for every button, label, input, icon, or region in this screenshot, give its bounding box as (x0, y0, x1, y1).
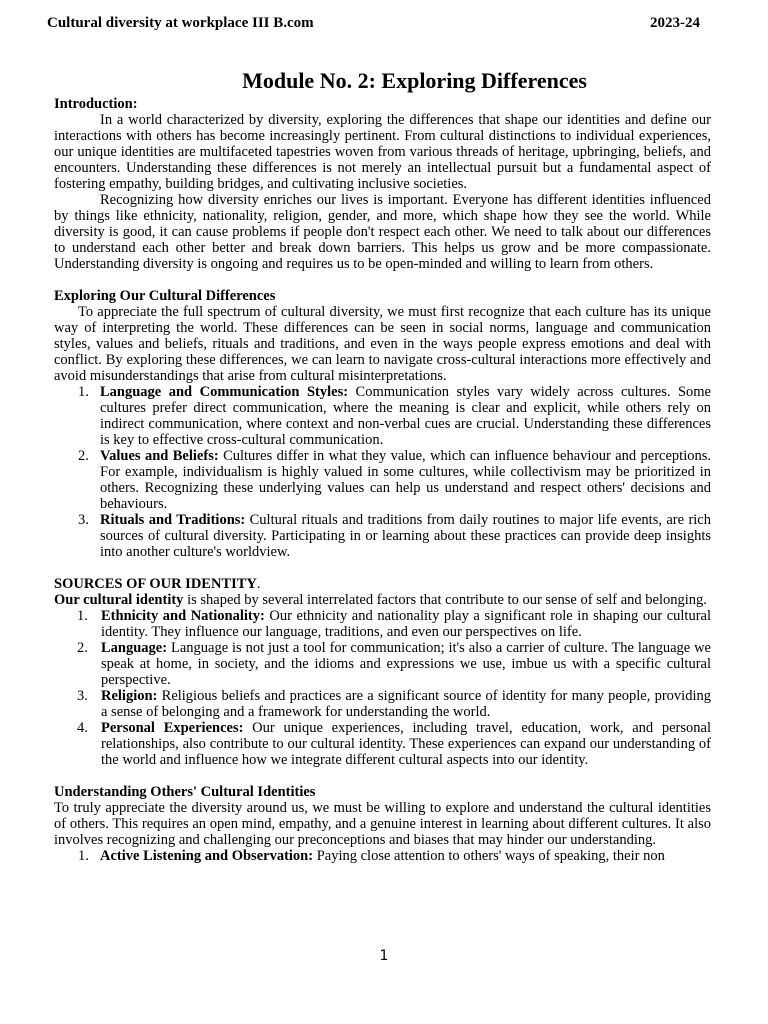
header-course-title: Cultural diversity at workplace III B.com (47, 15, 314, 31)
header-year: 2023-24 (650, 15, 700, 31)
sources-heading: SOURCES OF OUR IDENTITY. (54, 576, 261, 592)
identity-sources-list (54, 608, 711, 768)
others-identities-paragraph: To truly appreciate the diversity around us, we must be willing to explore and understand the cultural identities of others. This requires an open mind, empathy, and a genuine interest in learning about different cultures. It also involves recognizing and challenging our preconceptions and biases that may hinder our understanding. (54, 800, 711, 848)
list-item: 2. Values and Beliefs: Cultures differ in what they value, which can influence behaviour and perceptions. For example, individualism is highly valued in some cultures, while collectivism may be prioritized in others. Recognizing these underlying values can help us understand and respect others' decisions and behaviours. (78, 448, 712, 512)
list-item: 1. Active Listening and Observation: Paying close attention to others' ways of speaking, their non (78, 848, 665, 864)
intro-heading: Introduction: (54, 96, 138, 112)
page-number: 1 (379, 948, 389, 964)
list-item: 3. Rituals and Traditions: Cultural rituals and traditions from daily routines to major life events, are rich sources of cultural diversity. Participating in or learning about these practices can provide deep insights into another culture's worldview. (78, 512, 711, 560)
list-item: 2. Language: Language is not just a tool for communication; it's also a carrier of culture. The language we speak at home, in society, and the idioms and expressions we use, imbue us with a specific cultural perspective. (77, 640, 711, 688)
cultural-differences-list (54, 384, 711, 560)
intro-paragraph-2: Recognizing how diversity enriches our lives is important. Everyone has different identities influenced by things like ethnicity, nationality, religion, gender, and more, which shape how they see the world. While diversity is good, it can cause problems if people don't respect each other. We need to talk about our differences to understand each other better and break down barriers. This helps us grow and be more compassionate. Understanding diversity is ongoing and requires us to be open-minded and willing to learn from others. (54, 192, 711, 272)
intro-paragraph-1: In a world characterized by diversity, exploring the differences that shape our identities and define our interactions with others has become increasingly pertinent. From cultural distinctions to individual experiences, our unique identities are multifaceted tapestries woven from various threads of heritage, upbringing, beliefs, and encounters. Understanding these differences is not merely an intellectual pursuit but a fundamental aspect of fostering empathy, building bridges, and cultivating inclusive societies. (54, 112, 711, 192)
list-item: 1. Language and Communication Styles: Communication styles vary widely across cultures. Some cultures prefer direct communication, where the meaning is clear and explicit, while others rely on indirect communication, where context and non-verbal cues are crucial. Understanding these differences is key to effective cross-cultural communication. (78, 384, 711, 448)
document-page (54, 66, 711, 864)
others-identities-list (54, 848, 711, 864)
sources-lead-paragraph: Our cultural identity is shaped by several interrelated factors that contribute to our sense of self and belonging. (54, 592, 707, 608)
list-item: 4. Personal Experiences: Our unique experiences, including travel, education, work, and personal relationships, also contribute to our cultural identity. These experiences can expand our understanding of the world and influence how we integrate different cultural aspects into our identity. (77, 720, 711, 768)
list-item: 3. Religion: Religious beliefs and practices are a significant source of identity for many people, providing a sense of belonging and a framework for understanding the world. (77, 688, 711, 720)
others-identities-heading: Understanding Others' Cultural Identities (54, 784, 316, 800)
cultural-differences-heading: Exploring Our Cultural Differences (54, 288, 276, 304)
list-item: 1. Ethnicity and Nationality: Our ethnicity and nationality play a significant role in shaping our cultural identity. They influence our language, traditions, and even our perspectives on life. (77, 608, 712, 640)
cultural-differences-paragraph: To appreciate the full spectrum of cultural diversity, we must first recognize that each culture has its unique way of interpreting the world. These differences can be seen in social norms, language and communication styles, values and beliefs, rituals and traditions, and even in the ways people express emotions and deal with conflict. By exploring these differences, we can learn to navigate cross-cultural interactions more effectively and avoid misunderstandings that arise from cultural misinterpretations. (54, 304, 711, 384)
page-title: Module No. 2: Exploring Differences (242, 68, 587, 93)
